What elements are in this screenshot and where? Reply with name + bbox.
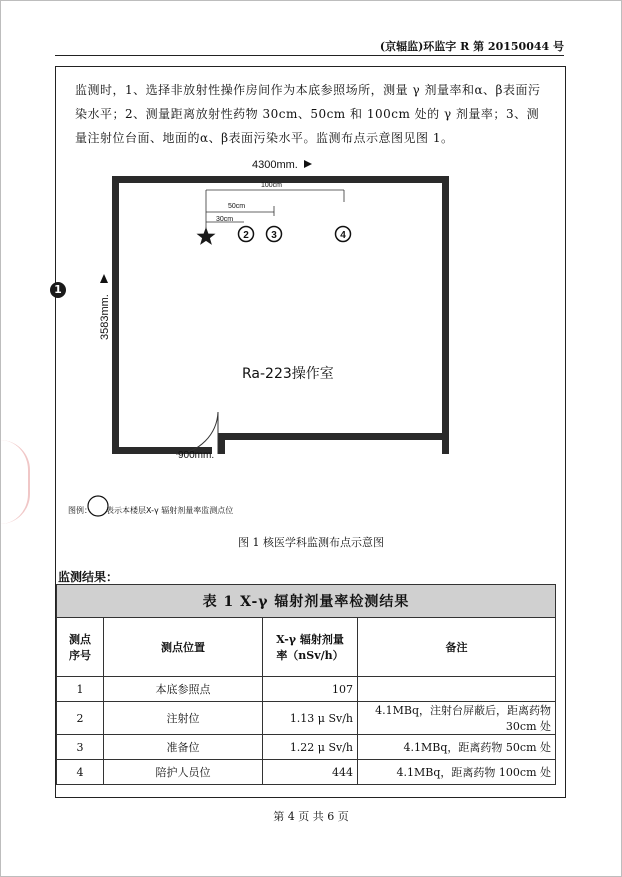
header-dose-rate-line1: X-γ 辐射剂量 [276, 633, 344, 646]
row-note: 4.1MBq，注射台屏蔽后，距离药物 30cm 处 [358, 702, 556, 735]
table-row [57, 760, 556, 785]
results-label: 监测结果： [58, 570, 119, 584]
source-star-icon [197, 227, 216, 245]
legend-prefix: 图例： [68, 506, 92, 515]
header-dose-rate-line2: 率（nSv/h） [276, 649, 344, 662]
row-position: 注射位 [104, 702, 263, 735]
row-no: 2 [57, 702, 104, 735]
row-position: 准备位 [104, 735, 263, 760]
dim-label-30: 30cm [216, 216, 234, 223]
report-number: (京辐监)环监字 R 第 20150044 号 [379, 40, 564, 53]
header-dose-rate [263, 618, 358, 677]
table-row [57, 702, 556, 735]
dim-label-50: 50cm [228, 203, 246, 210]
height-arrow [100, 274, 108, 283]
height-dimension-label: 3583mm. [99, 294, 111, 340]
room-name: Ra-223操作室 [242, 366, 334, 382]
point-2-label: 2 [243, 230, 249, 241]
row-rate: 444 [263, 760, 358, 785]
header-position: 测点位置 [104, 618, 263, 677]
row-rate: 107 [263, 677, 358, 702]
header-point-no-line1: 测点 [69, 633, 91, 646]
wall-bottom-right [218, 433, 449, 440]
point-3-label: 3 [271, 230, 277, 241]
row-note: 4.1MBq，距离药物 50cm 处 [358, 735, 556, 760]
intro-paragraph: 监测时，1、选择非放射性操作房间作为本底参照场所，测量 γ 剂量率和α、β表面污染水平；2、测量距离放射性药物 30cm、50cm 和 100cm 处的 γ 剂量率；3、测量注射位台面、地面的α、β表面污染水平。监测布点示意图见图 1。 [75, 83, 541, 145]
header-rule [55, 55, 564, 56]
results-table [56, 584, 556, 785]
row-note: 4.1MBq，距离药物 100cm 处 [358, 760, 556, 785]
figure-caption: 图 1 核医学科监测布点示意图 [238, 536, 384, 549]
row-position: 陪护人员位 [104, 760, 263, 785]
row-rate: 1.13 μ Sv/h [263, 702, 358, 735]
wall-right [442, 176, 449, 454]
row-no: 4 [57, 760, 104, 785]
door-dimension-label: 900mm. [178, 450, 215, 461]
page-footer: 第 4 页 共 6 页 [273, 810, 349, 823]
row-note [358, 677, 556, 702]
table-row [57, 735, 556, 760]
point-4-label: 4 [340, 230, 346, 241]
table-header-row [57, 618, 556, 677]
row-position: 本底参照点 [104, 677, 263, 702]
floor-plan [56, 150, 476, 520]
table-title: 表 1 X-γ 辐射剂量率检测结果 [57, 585, 556, 618]
wall-left [112, 176, 119, 454]
row-no: 1 [57, 677, 104, 702]
header-point-no [57, 618, 104, 677]
row-no: 3 [57, 735, 104, 760]
width-arrow [304, 160, 312, 168]
legend-text: 表示本楼层X-γ 辐射剂量率监测点位 [106, 506, 234, 515]
header-note: 备注 [358, 618, 556, 677]
dim-label-100: 100cm [261, 182, 283, 189]
side-marker-1: 1 [50, 282, 66, 298]
wall-door-jamb [218, 433, 225, 454]
row-rate: 1.22 μ Sv/h [263, 735, 358, 760]
table-row [57, 677, 556, 702]
table-title-row [57, 585, 556, 618]
header-point-no-line2: 序号 [69, 649, 91, 662]
width-dimension-label: 4300mm. [252, 159, 298, 171]
